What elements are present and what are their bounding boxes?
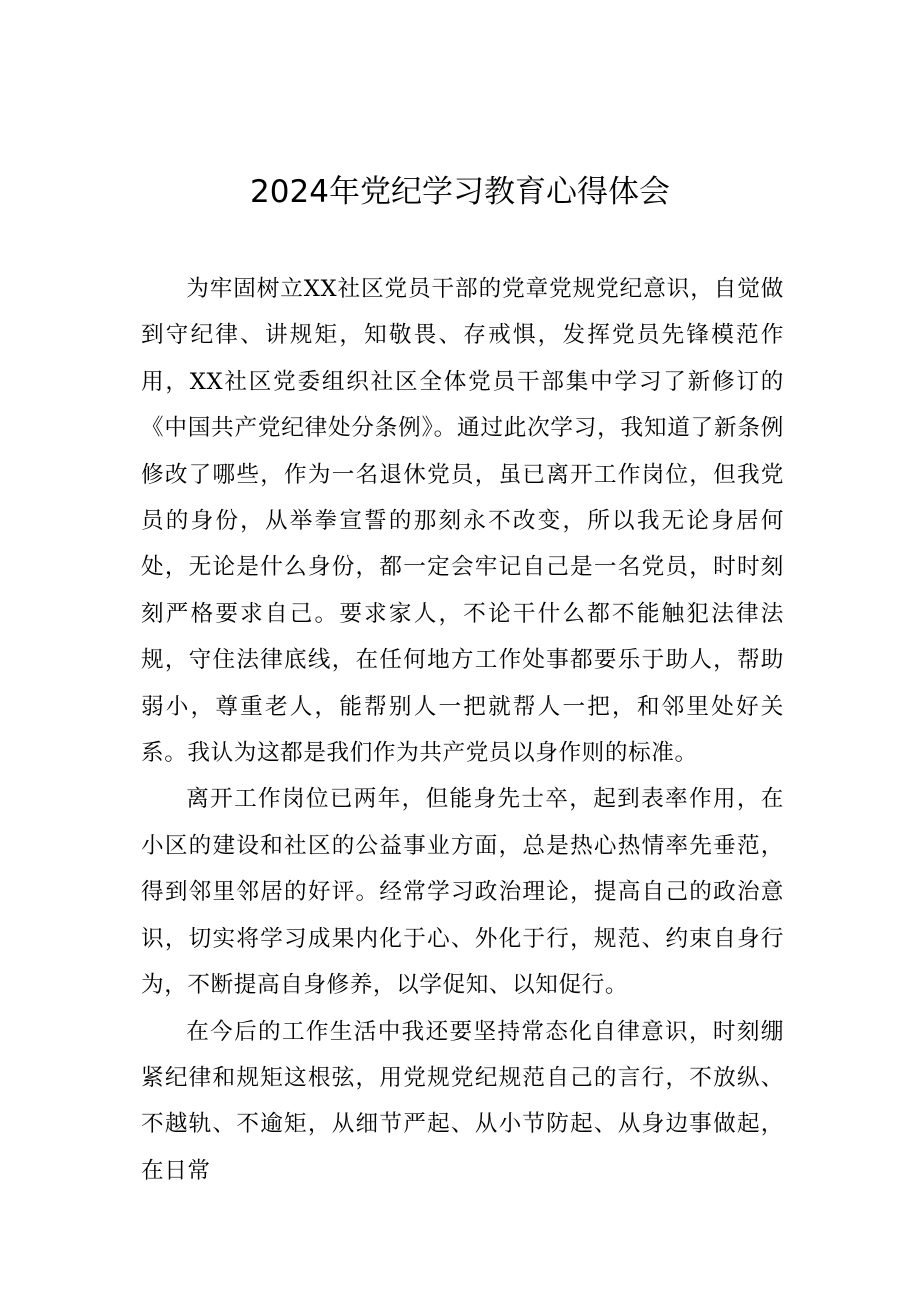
- paragraph-3: 在今后的工作生活中我还要坚持常态化自律意识，时刻绷紧纪律和规矩这根弦，用党规党纪规范自己的言行，不放纵、不越轨、不逾矩，从细节严起、从小节防起、从身边事做起，在日常: [141, 1018, 784, 1184]
- document-title: 2024年党纪学习教育心得体会: [250, 174, 670, 210]
- document-body: [141, 266, 784, 1194]
- paragraph-1: 为牢固树立XX社区党员干部的党章党规党纪意识，自觉做到守纪律、讲规矩，知敬畏、存戒惧，发挥党员先锋模范作用，XX社区党委组织社区全体党员干部集中学习了新修订的《中国共产党纪律处分条例》。通过此次学习，我知道了新条例修改了哪些，作为一名退休党员，虽已离开工作岗位，但我党员的身份，从举拳宣誓的那刻永不改变，所以我无论身居何处，无论是什么身份，都一定会牢记自己是一名党员，时时刻刻严格要求自己。要求家人，不论干什么都不能触犯法律法规，守住法律底线，在任何地方工作处事都要乐于助人，帮助弱小，尊重老人，能帮别人一把就帮人一把，和邻里处好关系。我认为这都是我们作为共产党员以身作则的标准。: [141, 276, 784, 767]
- paragraph-2: 离开工作岗位已两年，但能身先士卒，起到表率作用，在小区的建设和社区的公益事业方面，总是热心热情率先垂范，得到邻里邻居的好评。经常学习政治理论，提高自己的政治意识，切实将学习成果内化于心、外化于行，规范、约束自身行为，不断提高自身修养，以学促知、以知促行。: [141, 786, 784, 999]
